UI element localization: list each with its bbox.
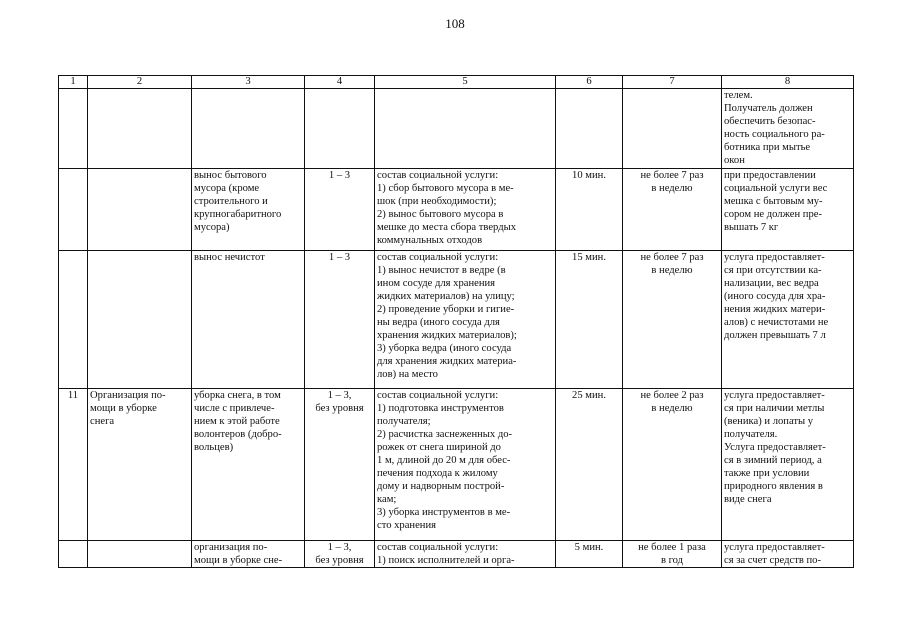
table-row <box>59 169 854 251</box>
service-name: Организация по- мощи в уборке снега <box>88 389 192 541</box>
time: 5 мин. <box>556 541 623 568</box>
activity: вынос нечистот <box>192 251 305 389</box>
header-cell: 4 <box>305 76 375 89</box>
time <box>556 89 623 169</box>
page-number: 108 <box>445 16 465 31</box>
table-row <box>59 89 854 169</box>
table-row <box>59 251 854 389</box>
volume: не более 1 раза в год <box>623 541 722 568</box>
header-cell: 6 <box>556 76 623 89</box>
conditions: услуга предоставляет- ся при отсутствии ка- нализации, вес ведра (иного сосуда для хра- нения жидких матери- алов) с нечистотами не должен превышать 7 л <box>722 251 854 389</box>
frequency: 1 – 3, без уровня <box>305 541 375 568</box>
composition: состав социальной услуги: 1) поиск исполнителей и орга- <box>375 541 556 568</box>
time: 25 мин. <box>556 389 623 541</box>
frequency: 1 – 3, без уровня <box>305 389 375 541</box>
table-header <box>59 76 854 89</box>
header-cell: 2 <box>88 76 192 89</box>
composition <box>375 89 556 169</box>
row-number <box>59 169 88 251</box>
composition: состав социальной услуги: 1) вынос нечистот в ведре (в ином сосуде для хранения жидких материалов) на улицу; 2) проведение уборки и гигие- ны ведра (иного сосуда для хранения жидких материалов); 3) уборка ведра (иного сосуда для хранения жидких материа- лов) на место <box>375 251 556 389</box>
service-name <box>88 251 192 389</box>
header-cell: 3 <box>192 76 305 89</box>
activity <box>192 89 305 169</box>
header-cell: 1 <box>59 76 88 89</box>
conditions: при предоставлении социальной услуги вес мешка с бытовым му- сором не должен пре- вышать 7 кг <box>722 169 854 251</box>
row-number: 11 <box>59 389 88 541</box>
frequency <box>305 89 375 169</box>
conditions: услуга предоставляет- ся при наличии метлы (веника) и лопаты у получателя. Услуга предоставляет- ся в зимний период, а также при условии природного явления в виде снега <box>722 389 854 541</box>
service-name <box>88 89 192 169</box>
activity: организация по- мощи в уборке сне- <box>192 541 305 568</box>
header-cell: 5 <box>375 76 556 89</box>
conditions: услуга предоставляет- ся за счет средств по- <box>722 541 854 568</box>
volume: не более 7 раз в неделю <box>623 169 722 251</box>
row-number <box>59 89 88 169</box>
activity: уборка снега, в том числе с привлече- нием к этой работе волонтеров (добро- вольцев) <box>192 389 305 541</box>
conditions: телем. Получатель должен обеспечить безопас- ность социального ра- ботника при мытье окон <box>722 89 854 169</box>
volume <box>623 89 722 169</box>
composition: состав социальной услуги: 1) сбор бытового мусора в ме- шок (при необходимости); 2) вынос бытового мусора в мешке до места сбора твердых коммунальных отходов <box>375 169 556 251</box>
table-header-row <box>59 76 854 89</box>
volume: не более 2 раз в неделю <box>623 389 722 541</box>
service-name <box>88 541 192 568</box>
row-number <box>59 251 88 389</box>
table-row <box>59 541 854 568</box>
header-cell: 7 <box>623 76 722 89</box>
frequency: 1 – 3 <box>305 169 375 251</box>
time: 10 мин. <box>556 169 623 251</box>
service-name <box>88 169 192 251</box>
header-cell: 8 <box>722 76 854 89</box>
volume: не более 7 раз в неделю <box>623 251 722 389</box>
composition: состав социальной услуги: 1) подготовка инструментов получателя; 2) расчистка заснеженных до- рожек от снега шириной до 1 м, длиной до 20 м для обес- печения подхода к жилому дому и надворным построй- кам; 3) уборка инструментов в ме- сто хранения <box>375 389 556 541</box>
time: 15 мин. <box>556 251 623 389</box>
row-number <box>59 541 88 568</box>
frequency: 1 – 3 <box>305 251 375 389</box>
activity: вынос бытового мусора (кроме строительного и крупногабаритного мусора) <box>192 169 305 251</box>
services-table <box>58 75 854 568</box>
table-row <box>59 389 854 541</box>
